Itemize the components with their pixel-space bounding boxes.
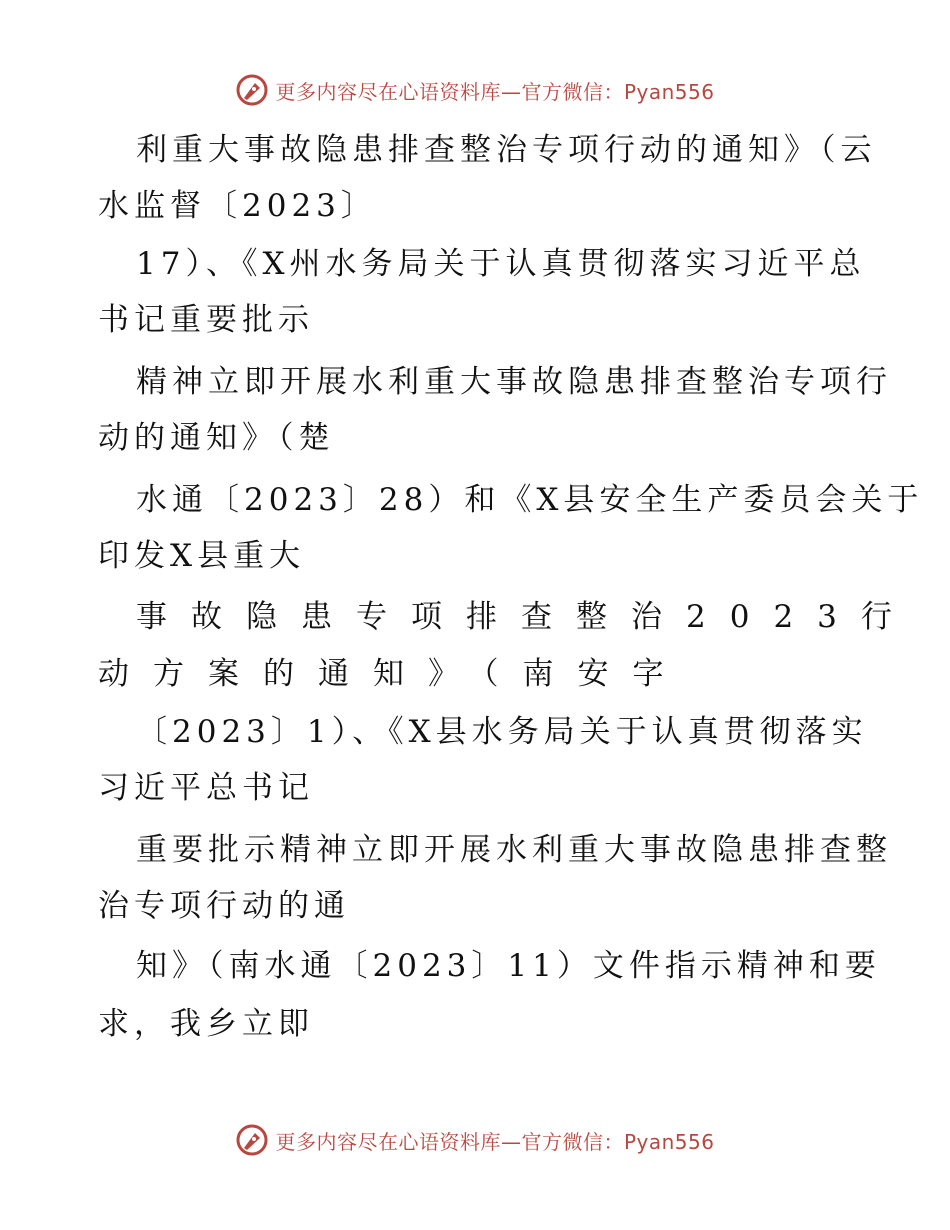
body-line: 求，我乡立即 bbox=[98, 1006, 314, 1042]
header-watermark bbox=[0, 72, 950, 108]
body-line: 重要批示精神立即开展水利重大事故隐患排查整 bbox=[136, 832, 892, 868]
pen-nib-circle-icon bbox=[235, 1123, 269, 1157]
body-line: 精神立即开展水利重大事故隐患排查整治专项行 bbox=[136, 364, 892, 400]
footer-watermark bbox=[0, 1122, 950, 1158]
body-line: 〔2023〕1）、《X县水务局关于认真贯彻落实 bbox=[136, 714, 868, 750]
body-line: 17）、《X州水务局关于认真贯彻落实习近平总 bbox=[136, 246, 866, 282]
pen-nib-circle-icon bbox=[235, 73, 269, 107]
body-line: 水监督〔2023〕 bbox=[98, 188, 377, 224]
body-line: 利重大事故隐患排查整治专项行动的通知》（云 bbox=[136, 132, 877, 168]
body-line: 事故隐患专项排查整治2023行 bbox=[136, 599, 916, 635]
body-line: 知》（南水通〔2023〕11）文件指示精神和要 bbox=[136, 948, 881, 984]
body-line: 习近平总书记 bbox=[98, 770, 314, 806]
body-line: 书记重要批示 bbox=[98, 302, 314, 338]
body-line: 治专项行动的通 bbox=[98, 888, 350, 924]
body-line: 动的通知》（楚 bbox=[98, 420, 335, 456]
watermark-text: 更多内容尽在心语资料库—官方微信：Pyan556 bbox=[275, 79, 715, 104]
watermark-text: 更多内容尽在心语资料库—官方微信：Pyan556 bbox=[275, 1129, 715, 1154]
body-line: 印发X县重大 bbox=[98, 538, 306, 574]
body-line: 水通〔2023〕28）和《X县安全生产委员会关于 bbox=[136, 482, 924, 518]
body-line: 动方案的通知》（南安字 bbox=[98, 656, 688, 692]
